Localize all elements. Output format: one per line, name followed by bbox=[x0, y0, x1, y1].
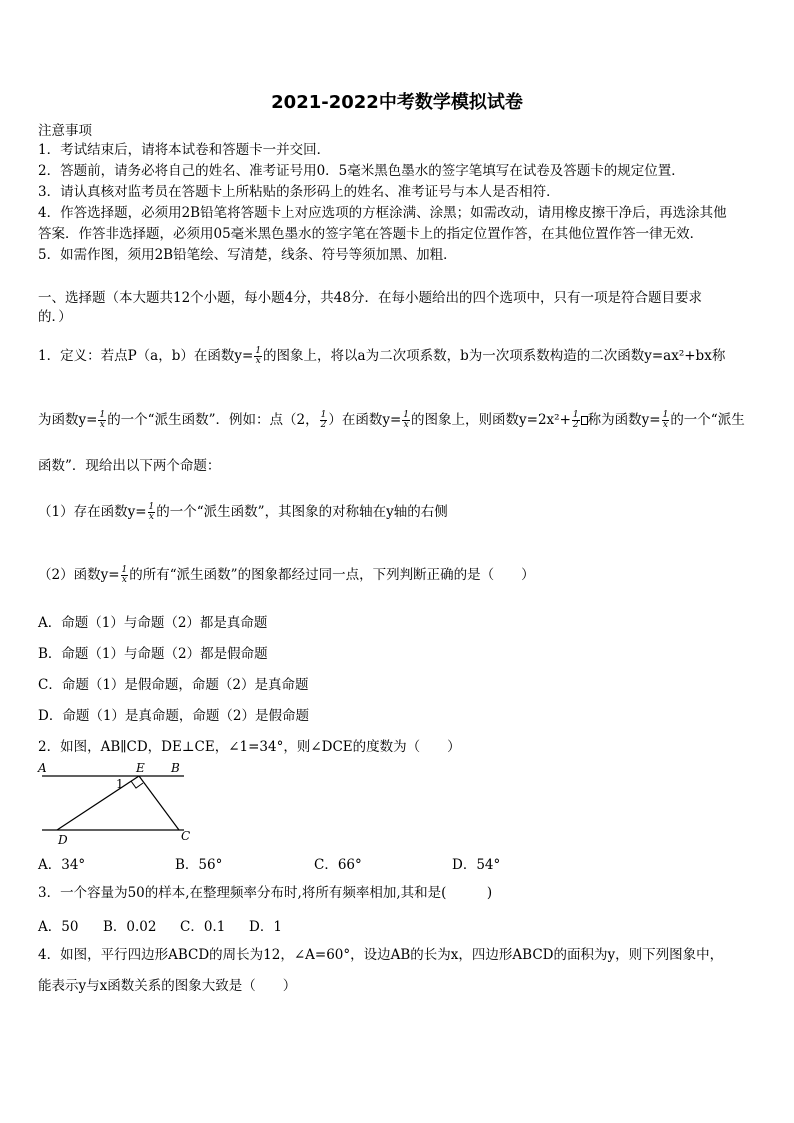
q2-stem: 2．如图，AB∥CD，DE⊥CE，∠1=34°，则∠DCE的度数为（ ） bbox=[38, 739, 461, 755]
q1-option-b: B．命题（1）与命题（2）都是假命题 bbox=[38, 646, 268, 662]
fraction-one-half bbox=[320, 411, 328, 430]
section-heading-cont: 的．） bbox=[38, 309, 72, 325]
q1-text: 的一个“派生 bbox=[670, 412, 745, 428]
frac-numerator: 1 bbox=[99, 410, 106, 420]
q3-option-b: B．0.02 bbox=[103, 919, 157, 935]
q1-line1 bbox=[38, 347, 725, 366]
q1-proposition-1 bbox=[38, 503, 448, 522]
label-angle-1: 1 bbox=[116, 777, 124, 791]
q1-text: （2）函数y= bbox=[38, 567, 120, 583]
q4-line2: 能表示y与x函数关系的图象大致是（ ） bbox=[38, 978, 297, 994]
fraction-one-over-x bbox=[402, 411, 410, 430]
q1-text: ）在函数y= bbox=[328, 412, 402, 428]
q2-option-a: A．34° bbox=[38, 857, 86, 873]
q3-stem: 3．一个容量为50的样本,在整理频率分布时,将所有频率相加,其和是( ) bbox=[38, 885, 493, 901]
frac-numerator: 1 bbox=[403, 410, 410, 420]
segment-de bbox=[57, 776, 139, 830]
q2-option-c: C．66° bbox=[314, 857, 362, 873]
frac-denominator: 2 bbox=[572, 420, 579, 430]
q1-option-a: A．命题（1）与命题（2）都是真命题 bbox=[38, 615, 268, 631]
section-heading: 一、选择题（本大题共12个小题，每小题4分，共48分．在每小题给出的四个选项中，只有一项是符合题目要求 bbox=[38, 290, 702, 306]
q2-option-d: D．54° bbox=[452, 857, 501, 873]
frac-numerator: 1 bbox=[148, 502, 155, 512]
notice-heading: 注意事项 bbox=[38, 123, 92, 139]
fraction-one-half bbox=[572, 411, 580, 430]
q3-option-a: A．50 bbox=[38, 919, 79, 935]
right-angle-mark-icon bbox=[131, 781, 143, 788]
label-c: C bbox=[181, 829, 191, 843]
page-title: 2021-2022中考数学模拟试卷 bbox=[271, 92, 523, 113]
label-a: A bbox=[38, 761, 47, 775]
notice-item: 3．请认真核对监考员在答题卡上所粘贴的条形码上的姓名、准考证号与本人是否相符． bbox=[38, 184, 560, 200]
notice-item: 5．如需作图，须用2B铅笔绘、写清楚，线条、符号等须加黑、加粗． bbox=[38, 247, 457, 263]
q2-figure bbox=[36, 758, 196, 848]
fraction-one-over-x bbox=[148, 503, 156, 522]
frac-denominator: x bbox=[662, 420, 668, 430]
frac-numerator: 1 bbox=[662, 410, 669, 420]
q1-text: 称为函数y= bbox=[587, 412, 661, 428]
fraction-one-over-x bbox=[98, 411, 106, 430]
q1-proposition-2 bbox=[38, 566, 535, 585]
q1-text: 的图象上，将以a为二次项系数，b为一次项系数构造的二次函数y=ax²+bx称 bbox=[263, 348, 726, 364]
q1-option-c: C．命题（1）是假命题，命题（2）是真命题 bbox=[38, 677, 309, 693]
frac-denominator: x bbox=[403, 420, 409, 430]
label-d: D bbox=[58, 833, 68, 847]
q1-line3: 函数”．现给出以下两个命题： bbox=[38, 458, 221, 474]
notice-item: 2．答题前，请务必将自己的姓名、准考证号用0．5毫米黑色墨水的签字笔填写在试卷及答题卡的规定位置． bbox=[38, 163, 685, 179]
frac-numerator: 1 bbox=[572, 410, 579, 420]
q1-text: 的一个“派生函数”，其图象的对称轴在y轴的右侧 bbox=[156, 504, 448, 520]
frac-denominator: x bbox=[121, 575, 127, 585]
frac-denominator: 2 bbox=[320, 420, 327, 430]
q1-option-d: D．命题（1）是真命题，命题（2）是假命题 bbox=[38, 708, 310, 724]
frac-denominator: x bbox=[99, 420, 105, 430]
q1-text: 的图象上，则函数y=2x²+ bbox=[411, 412, 571, 428]
q3-option-d: D．1 bbox=[249, 919, 282, 935]
q4-line1: 4．如图，平行四边形ABCD的周长为12，∠A=60°，设边AB的长为x，四边形ABCD的面积为y，则下列图象中， bbox=[38, 947, 724, 963]
q1-text: 1．定义：若点P（a，b）在函数y= bbox=[38, 348, 254, 364]
q1-text: 的所有“派生函数”的图象都经过同一点，下列判断正确的是（ ） bbox=[129, 567, 535, 583]
q3-option-c: C．0.1 bbox=[180, 919, 226, 935]
frac-denominator: x bbox=[255, 356, 261, 366]
fraction-one-over-x bbox=[662, 411, 670, 430]
fraction-one-over-x bbox=[254, 347, 262, 366]
label-e: E bbox=[136, 761, 145, 775]
segment-ec bbox=[139, 776, 179, 830]
frac-numerator: 1 bbox=[255, 346, 262, 356]
label-b: B bbox=[171, 761, 180, 775]
notice-item: 答案．作答非选择题，必须用05毫米黑色墨水的签字笔在答题卡上的指定位置作答，在其他位置作答一律无效． bbox=[38, 226, 704, 242]
frac-denominator: x bbox=[148, 512, 154, 522]
q1-text: 为函数y= bbox=[38, 412, 98, 428]
q2-option-b: B．56° bbox=[175, 857, 223, 873]
q1-text: （1）存在函数y= bbox=[38, 504, 147, 520]
placeholder-box-icon bbox=[581, 416, 588, 425]
notice-item: 1．考试结束后，请将本试卷和答题卡一并交回． bbox=[38, 142, 331, 158]
frac-numerator: 1 bbox=[121, 565, 128, 575]
fraction-one-over-x bbox=[121, 566, 129, 585]
notice-item: 4．作答选择题，必须用2B铅笔将答题卡上对应选项的方框涂满、涂黑；如需改动，请用橡皮擦干净后，再选涂其他 bbox=[38, 205, 727, 221]
q1-line2 bbox=[38, 411, 745, 430]
q1-text: 的一个“派生函数”．例如：点（2， bbox=[107, 412, 319, 428]
frac-numerator: 1 bbox=[320, 410, 327, 420]
